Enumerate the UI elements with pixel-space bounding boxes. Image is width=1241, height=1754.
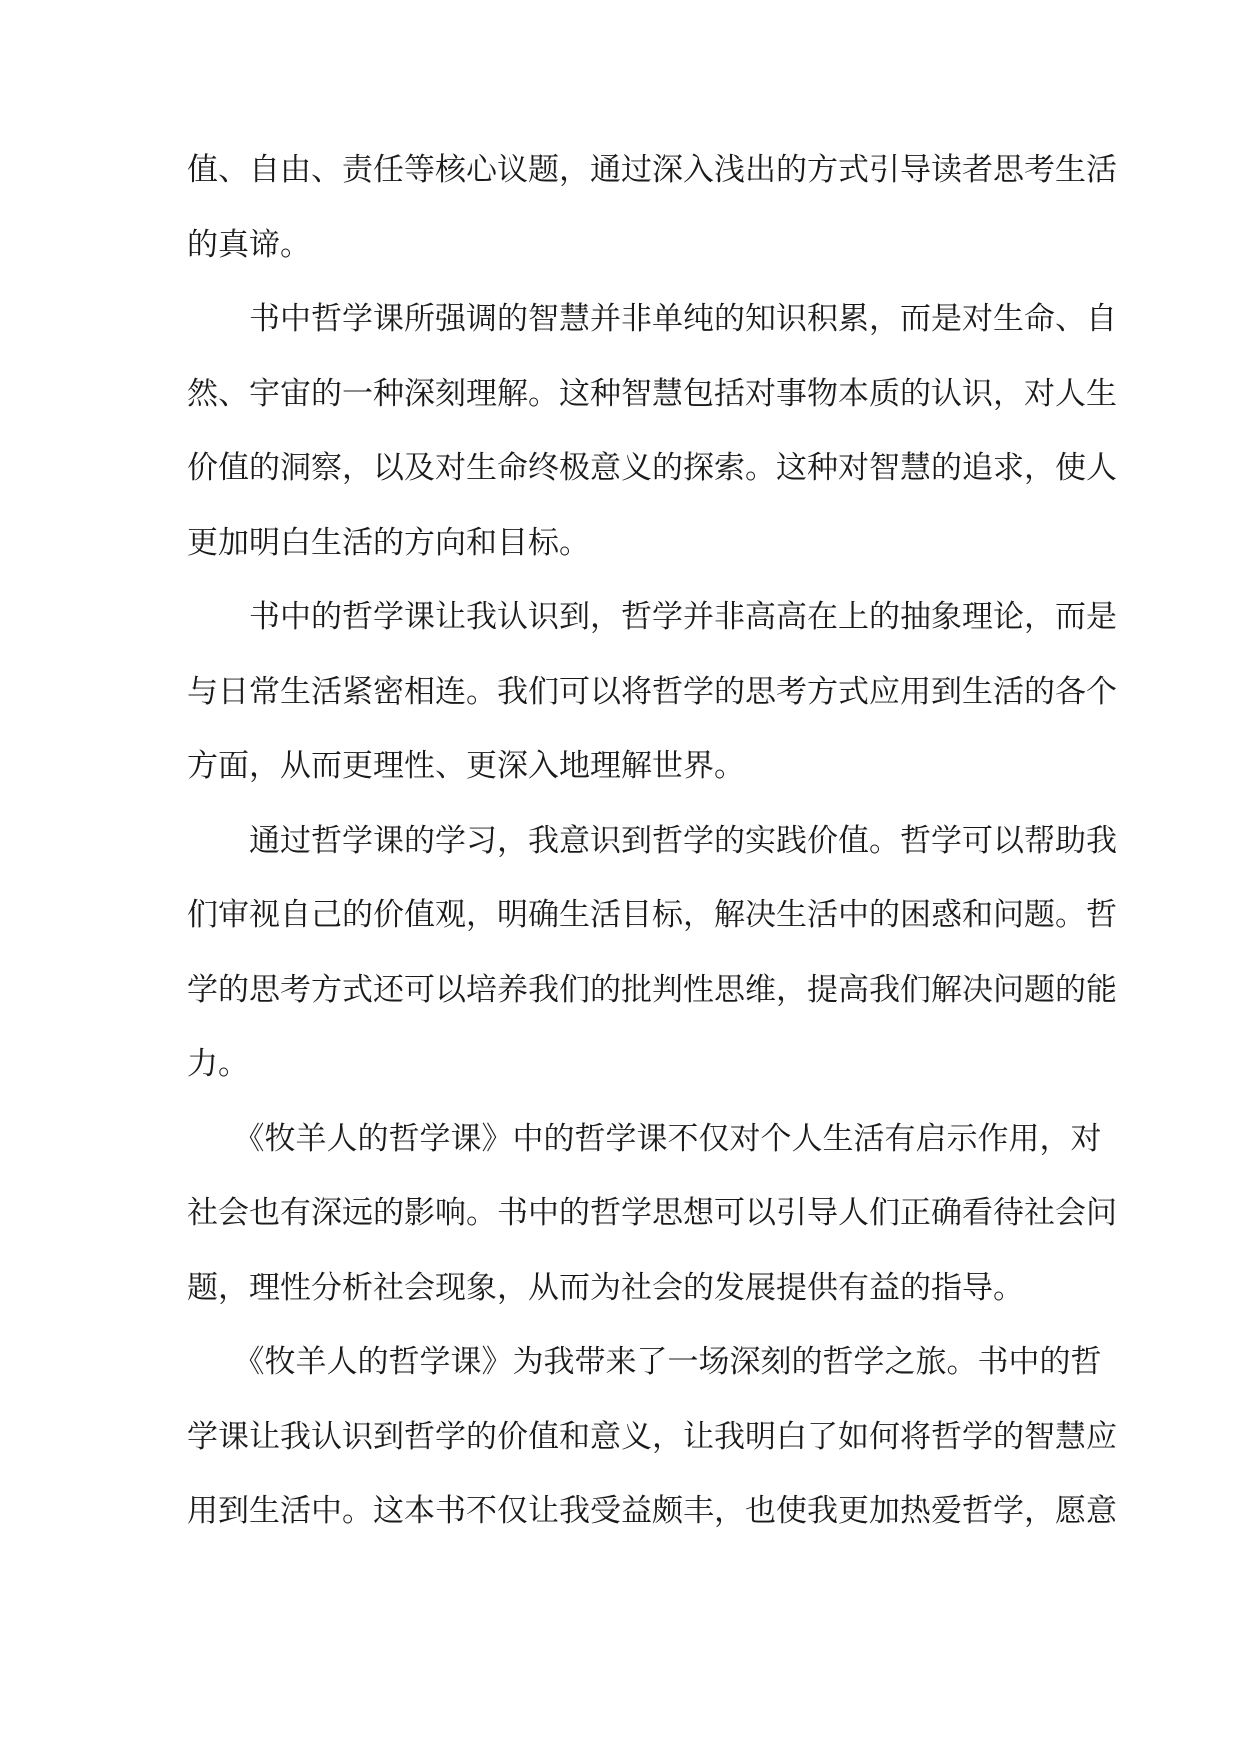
paragraph-6 — [187, 1325, 1117, 1549]
text-line: 《牧羊人的哲学课》为我带来了一场深刻的哲学之旅。书中的哲 — [187, 1344, 1102, 1380]
text-line: 用到生活中。这本书不仅让我受益颇丰，也使我更加热爱哲学，愿意 — [187, 1493, 1117, 1529]
text-line: 学的思考方式还可以培养我们的批判性思维，提高我们解决问题的能 — [187, 971, 1117, 1008]
paragraph-3 — [187, 580, 1117, 804]
paragraph-4 — [187, 804, 1117, 1102]
text-line: 题，理性分析社会现象，从而为社会的发展提供有益的指导。 — [187, 1269, 1024, 1306]
text-line: 书中哲学课所强调的智慧并非单纯的知识积累，而是对生命、自 — [187, 301, 1117, 337]
text-line: 更加明白生活的方向和目标。 — [187, 524, 590, 561]
text-line: 的真谛。 — [187, 226, 311, 263]
text-line: 通过哲学课的学习，我意识到哲学的实践价值。哲学可以帮助我 — [187, 822, 1117, 859]
paragraph-5 — [187, 1102, 1117, 1326]
text-line: 力。 — [187, 1046, 249, 1082]
text-line: 价值的洞察，以及对生命终极意义的探索。这种对智慧的追求，使人 — [187, 450, 1117, 486]
paragraph-2 — [187, 282, 1117, 580]
text-line: 书中的哲学课让我认识到，哲学并非高高在上的抽象理论，而是 — [187, 599, 1117, 635]
paragraph-1 — [187, 133, 1117, 282]
document-body — [187, 133, 1117, 1549]
text-line: 然、宇宙的一种深刻理解。这种智慧包括对事物本质的认识，对人生 — [187, 375, 1117, 412]
text-line: 们审视自己的价值观，明确生活目标，解决生活中的困惑和问题。哲 — [187, 897, 1117, 933]
text-line: 方面，从而更理性、更深入地理解世界。 — [187, 748, 745, 784]
text-line: 《牧羊人的哲学课》中的哲学课不仅对个人生活有启示作用，对 — [187, 1120, 1102, 1157]
text-line: 值、自由、责任等核心议题，通过深入浅出的方式引导读者思考生活 — [187, 152, 1117, 188]
text-line: 与日常生活紧密相连。我们可以将哲学的思考方式应用到生活的各个 — [187, 673, 1117, 710]
text-line: 学课让我认识到哲学的价值和意义，让我明白了如何将哲学的智慧应 — [187, 1418, 1117, 1455]
text-line: 社会也有深远的影响。书中的哲学思想可以引导人们正确看待社会问 — [187, 1195, 1117, 1231]
